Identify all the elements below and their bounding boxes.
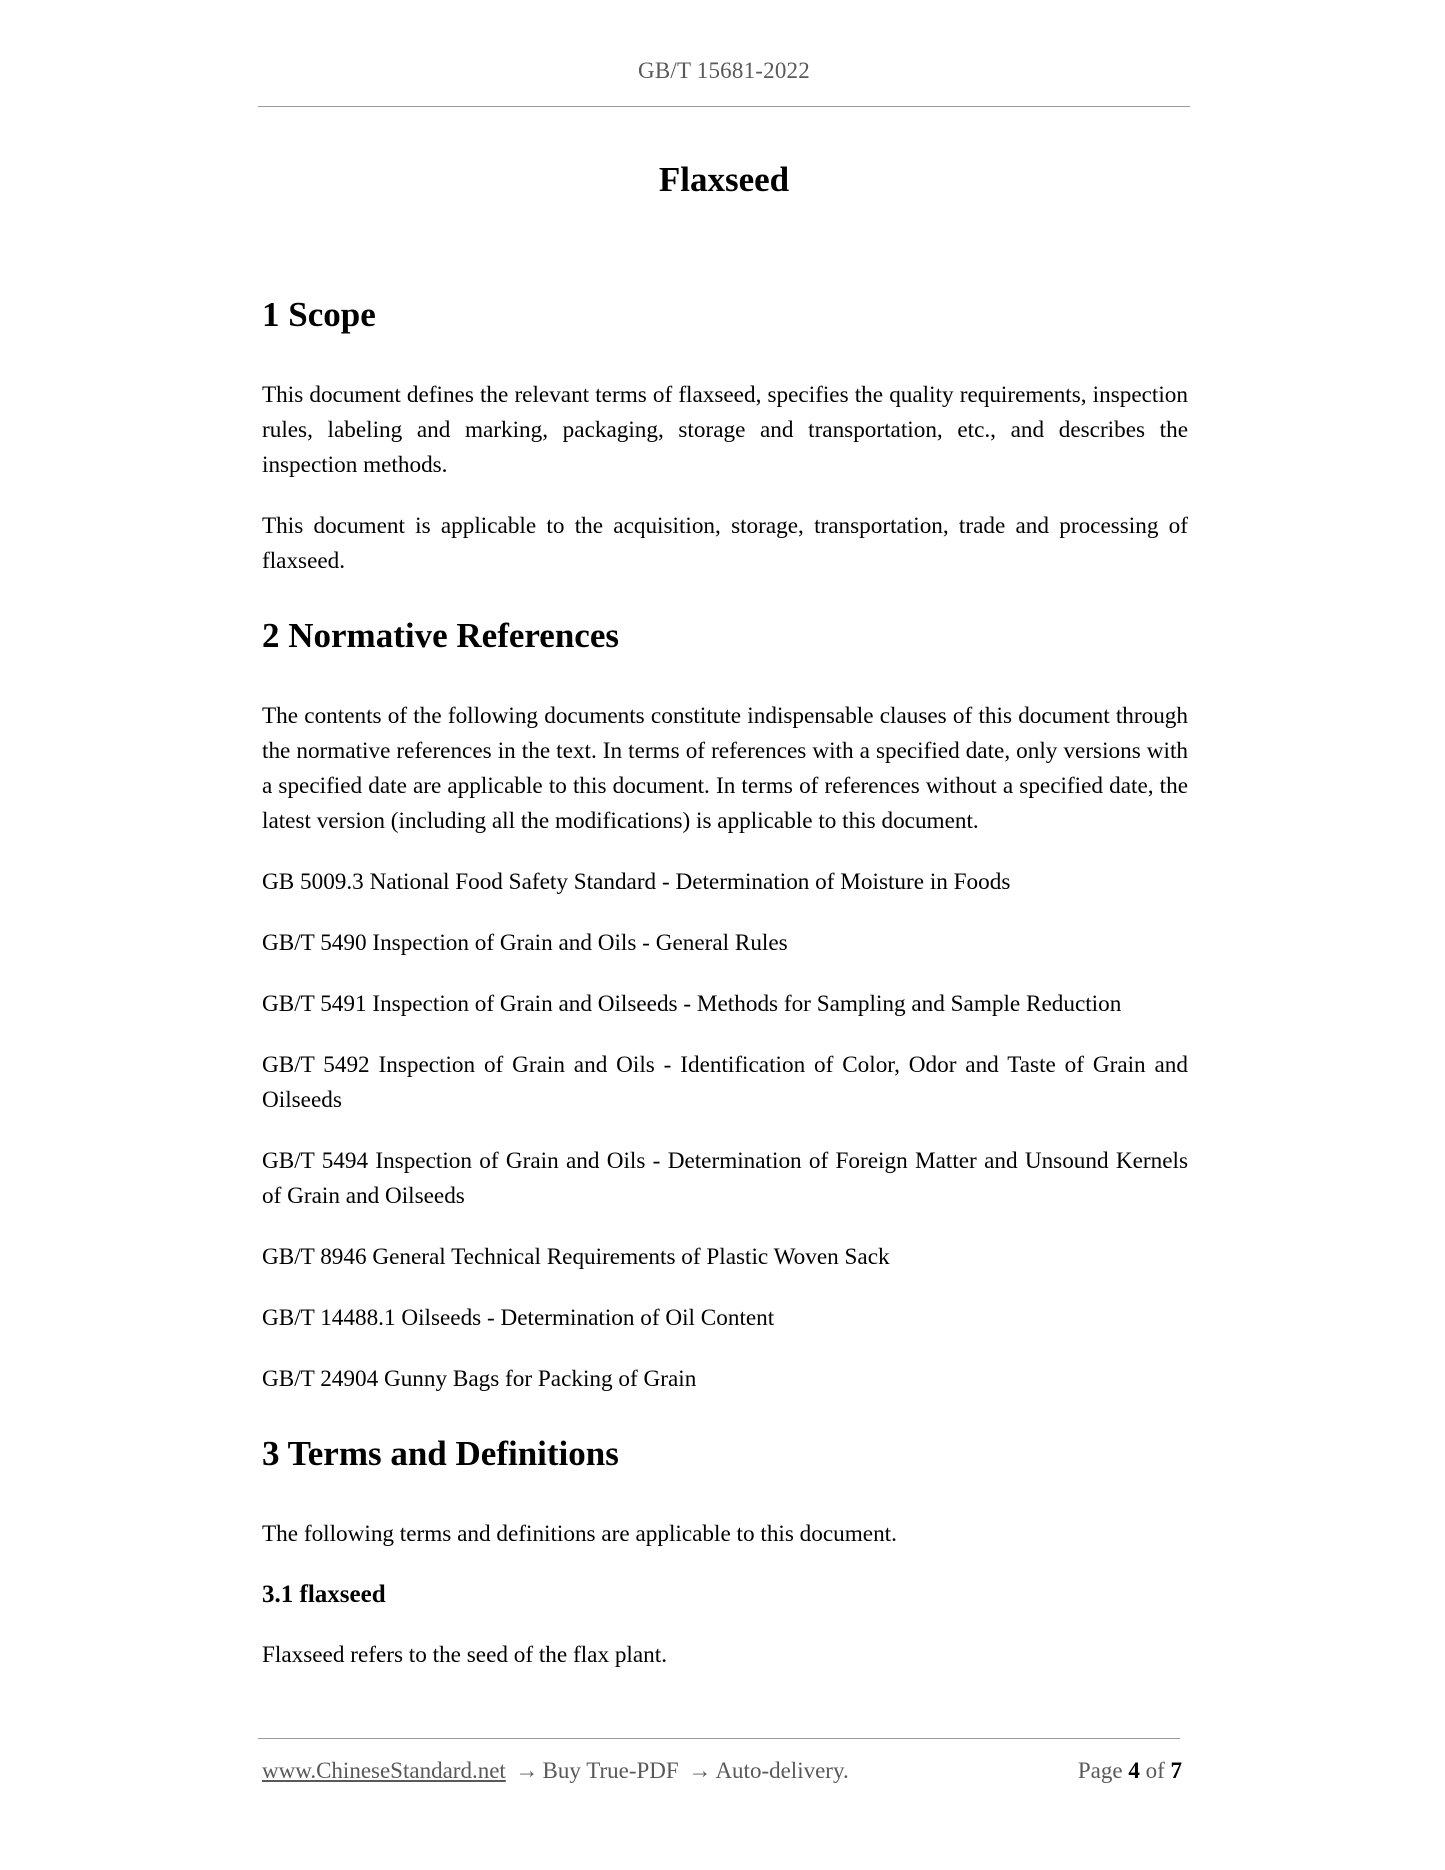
footer-promo — [262, 1758, 849, 1784]
page-header-standard-code: GB/T 15681-2022 — [638, 58, 810, 83]
header-divider — [258, 106, 1190, 107]
current-page-number: 4 — [1128, 1758, 1140, 1783]
arrow-right-icon: → — [515, 1758, 539, 1783]
document-body — [262, 292, 1188, 1699]
term-heading-flaxseed: 3.1 flaxseed — [262, 1581, 386, 1608]
scope-paragraph: This document is applicable to the acquisition, storage, transportation, trade and processing of flaxseed. — [262, 513, 1188, 574]
page-indicator — [1078, 1758, 1182, 1784]
reference-item: GB/T 8946 General Technical Requirements of Plastic Woven Sack — [262, 1244, 890, 1270]
terms-intro: The following terms and definitions are applicable to this document. — [262, 1521, 897, 1547]
of-label: of — [1145, 1758, 1165, 1783]
auto-delivery-text: Auto-delivery. — [715, 1758, 849, 1783]
document-title: Flaxseed — [658, 160, 790, 199]
reference-item: GB/T 5494 Inspection of Grain and Oils - Determination of Foreign Matter and Unsound Kernels of Grain and Oilseeds — [262, 1148, 1188, 1209]
term-definition-flaxseed: Flaxseed refers to the seed of the flax plant. — [262, 1642, 667, 1668]
reference-item: GB 5009.3 National Food Safety Standard - Determination of Moisture in Foods — [262, 869, 1011, 895]
buy-pdf-text: Buy True-PDF — [542, 1758, 679, 1783]
scope-paragraph: This document defines the relevant terms of flaxseed, specifies the quality requirements, inspection rules, labeling and marking, packaging, storage and transportation, etc., and describes the inspection methods. — [262, 382, 1188, 478]
normative-references-intro: The contents of the following documents constitute indispensable clauses of this document through the normative references in the text. In terms of references with a specified date, only versions with a specified date are applicable to this document. In terms of references without a specified date, the latest version (including all the modifications) is applicable to this document. — [262, 703, 1188, 834]
reference-item: GB/T 5490 Inspection of Grain and Oils - General Rules — [262, 930, 788, 956]
reference-item: GB/T 5492 Inspection of Grain and Oils - Identification of Color, Odor and Taste of Grain and Oilseeds — [262, 1052, 1188, 1113]
chinesestandard-link[interactable]: www.ChineseStandard.net — [262, 1758, 506, 1783]
section-heading-scope: 1 Scope — [262, 295, 376, 334]
section-heading-normative-references: 2 Normative References — [262, 616, 619, 655]
reference-item: GB/T 14488.1 Oilseeds - Determination of Oil Content — [262, 1305, 775, 1331]
reference-item: GB/T 5491 Inspection of Grain and Oilseeds - Methods for Sampling and Sample Reduction — [262, 991, 1122, 1017]
page-label: Page — [1077, 1758, 1123, 1783]
footer-divider — [258, 1738, 1180, 1739]
total-pages-number: 7 — [1170, 1758, 1182, 1783]
arrow-right-icon: → — [688, 1758, 712, 1783]
section-heading-terms-definitions: 3 Terms and Definitions — [262, 1434, 619, 1473]
reference-item: GB/T 24904 Gunny Bags for Packing of Grain — [262, 1366, 697, 1392]
